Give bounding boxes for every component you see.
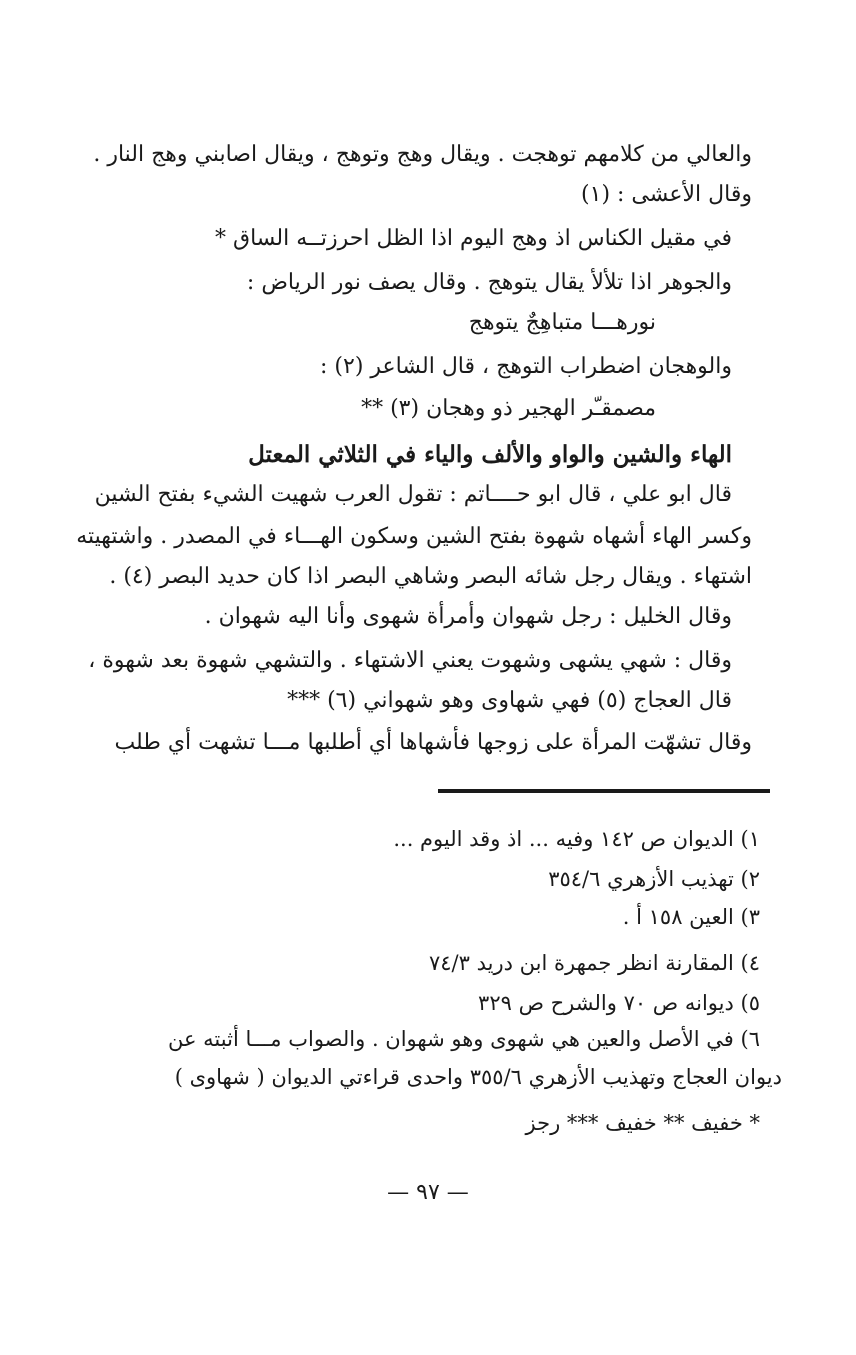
footnote-2: ٢) تهذيب الأزهري ٣٥٤/٦ bbox=[548, 867, 760, 891]
footnote-3: ٣) العين ١٥٨ أ . bbox=[622, 905, 760, 929]
section-heading: الهاء والشين والواو والألف والياء في الثلاثي المعتل bbox=[248, 441, 732, 468]
footnote-6-continued: ديوان العجاج وتهذيب الأزهري ٣٥٥/٦ واحدى قراءتي الديوان ( شهاوى ) bbox=[174, 1065, 782, 1089]
footnote-6: ٦) في الأصل والعين هي شهوى وهو شهوان . والصواب مـــا أثبته عن bbox=[167, 1027, 760, 1051]
meter-legend: * خفيف ** خفيف *** رجز bbox=[525, 1111, 760, 1135]
body-line-9: وقال : شهي يشهى وشهوت يعني الاشتهاء . والتشهي شهوة بعد شهوة ، bbox=[88, 648, 732, 673]
page-number: — ٩٧ — bbox=[387, 1180, 469, 1205]
body-line-4: والوهجان اضطراب التوهج ، قال الشاعر (٢) : bbox=[320, 354, 732, 379]
body-line-2: وقال الأعشى : (١) bbox=[581, 182, 752, 207]
body-line-7: اشتهاء . ويقال رجل شائه البصر وشاهي البصر اذا كان حديد البصر (٤) . bbox=[109, 564, 752, 589]
footnote-4: ٤) المقارنة انظر جمهرة ابن دريد ٧٤/٣ bbox=[429, 951, 760, 975]
footnote-1: ١) الديوان ص ١٤٢ وفيه ... اذ وقد اليوم ... bbox=[393, 827, 760, 851]
verse-line-2: نورهـــا متباهِجٌ يتوهج bbox=[468, 310, 656, 335]
body-line-1: والعالي من كلامهم توهجت . ويقال وهج وتوهج ، ويقال اصابني وهج النار . bbox=[93, 142, 752, 167]
footnote-separator bbox=[438, 789, 770, 793]
body-line-10: قال العجاج (٥) فهي شهاوى وهو شهواني (٦) *** bbox=[287, 688, 732, 713]
body-line-3: والجوهر اذا تلألأ يقال يتوهج . وقال يصف نور الرياض : bbox=[246, 270, 732, 295]
verse-line-3: مصمقـّر الهجير ذو وهجان (٣) ** bbox=[361, 396, 656, 421]
body-line-6: وكسر الهاء أشهاه شهوة بفتح الشين وسكون الهـــاء في المصدر . واشتهيته bbox=[76, 524, 752, 549]
body-line-8: وقال الخليل : رجل شهوان وأمرأة شهوى وأنا اليه شهوان . bbox=[204, 604, 732, 629]
verse-line-1: في مقيل الكناس اذ وهج اليوم اذا الظل احرزتــه الساق * bbox=[215, 226, 732, 251]
footnote-5: ٥) ديوانه ص ٧٠ والشرح ص ٣٢٩ bbox=[478, 991, 760, 1015]
body-line-5: قال ابو علي ، قال ابو حــــاتم : تقول العرب شهيت الشيء بفتح الشين bbox=[94, 482, 732, 507]
body-line-11: وقال تشهّت المرأة على زوجها فأشهاها أي أطلبها مـــا تشهت أي طلب bbox=[114, 730, 752, 755]
